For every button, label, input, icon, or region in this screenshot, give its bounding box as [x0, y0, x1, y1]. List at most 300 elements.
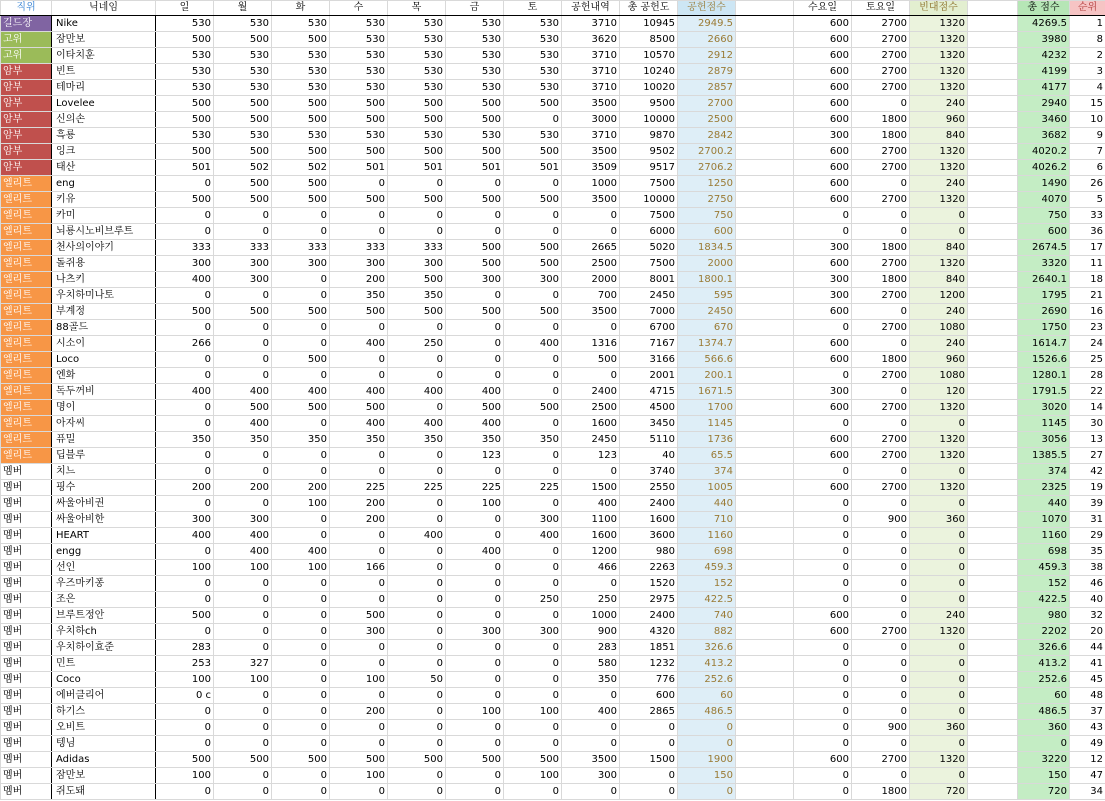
- value-cell[interactable]: 0: [388, 608, 446, 624]
- value-cell[interactable]: 0: [446, 656, 504, 672]
- value-cell[interactable]: 2700: [852, 16, 910, 32]
- value-cell[interactable]: 530: [214, 128, 272, 144]
- rank-cell[interactable]: 13: [1070, 432, 1105, 448]
- blank-cell[interactable]: [968, 480, 1018, 496]
- total-score-cell[interactable]: 1526.6: [1018, 352, 1070, 368]
- position-cell[interactable]: 멤버: [1, 768, 52, 784]
- rank-cell[interactable]: 47: [1070, 768, 1105, 784]
- rank-cell[interactable]: 38: [1070, 560, 1105, 576]
- value-cell[interactable]: 3166: [620, 352, 678, 368]
- value-cell[interactable]: 0: [330, 736, 388, 752]
- total-score-cell[interactable]: 1490: [1018, 176, 1070, 192]
- position-cell[interactable]: 엘리트: [1, 320, 52, 336]
- value-cell[interactable]: 0: [214, 720, 272, 736]
- value-cell[interactable]: 400: [272, 544, 330, 560]
- value-cell[interactable]: 0: [330, 688, 388, 704]
- blank-cell[interactable]: [736, 528, 794, 544]
- nickname-cell[interactable]: 돌쥐용: [52, 256, 156, 272]
- value-cell[interactable]: 530: [446, 48, 504, 64]
- blank-cell[interactable]: [968, 160, 1018, 176]
- bindae-score-cell[interactable]: 720: [910, 784, 968, 800]
- blank-cell[interactable]: [968, 624, 1018, 640]
- blank-cell[interactable]: [736, 336, 794, 352]
- value-cell[interactable]: 1600: [562, 528, 620, 544]
- nickname-cell[interactable]: Adidas: [52, 752, 156, 768]
- value-cell[interactable]: 0: [388, 688, 446, 704]
- value-cell[interactable]: 500: [446, 192, 504, 208]
- value-cell[interactable]: 40: [620, 448, 678, 464]
- nickname-cell[interactable]: 브루트정안: [52, 608, 156, 624]
- value-cell[interactable]: 0: [446, 352, 504, 368]
- value-cell[interactable]: 500: [388, 272, 446, 288]
- header-total-score[interactable]: 총 점수: [1018, 1, 1070, 16]
- value-cell[interactable]: 400: [504, 528, 562, 544]
- value-cell[interactable]: 0: [620, 736, 678, 752]
- value-cell[interactable]: 0: [446, 368, 504, 384]
- value-cell[interactable]: 0: [214, 336, 272, 352]
- contribution-score-cell[interactable]: 2500: [678, 112, 736, 128]
- blank-cell[interactable]: [968, 432, 1018, 448]
- value-cell[interactable]: 0: [794, 320, 852, 336]
- contribution-score-cell[interactable]: 1160: [678, 528, 736, 544]
- value-cell[interactable]: 600: [794, 336, 852, 352]
- value-cell[interactable]: 500: [504, 304, 562, 320]
- value-cell[interactable]: 283: [562, 640, 620, 656]
- rank-cell[interactable]: 5: [1070, 192, 1105, 208]
- value-cell[interactable]: 0: [504, 448, 562, 464]
- value-cell[interactable]: 0: [852, 176, 910, 192]
- rank-cell[interactable]: 1: [1070, 16, 1105, 32]
- value-cell[interactable]: 0: [562, 208, 620, 224]
- value-cell[interactable]: 530: [446, 32, 504, 48]
- value-cell[interactable]: 300: [330, 624, 388, 640]
- value-cell[interactable]: 0: [214, 496, 272, 512]
- total-score-cell[interactable]: 3056: [1018, 432, 1070, 448]
- value-cell[interactable]: 0: [446, 576, 504, 592]
- value-cell[interactable]: 0: [388, 624, 446, 640]
- value-cell[interactable]: 530: [504, 16, 562, 32]
- value-cell[interactable]: 350: [272, 432, 330, 448]
- header-wed[interactable]: 수: [330, 1, 388, 16]
- bindae-score-cell[interactable]: 0: [910, 768, 968, 784]
- position-cell[interactable]: 암부: [1, 144, 52, 160]
- value-cell[interactable]: 0: [214, 464, 272, 480]
- value-cell[interactable]: 0: [214, 704, 272, 720]
- value-cell[interactable]: 0: [852, 208, 910, 224]
- value-cell[interactable]: 0: [156, 704, 214, 720]
- value-cell[interactable]: 400: [388, 528, 446, 544]
- nickname-cell[interactable]: 테마리: [52, 80, 156, 96]
- blank-cell[interactable]: [736, 448, 794, 464]
- contribution-score-cell[interactable]: 150: [678, 768, 736, 784]
- value-cell[interactable]: 0: [446, 608, 504, 624]
- value-cell[interactable]: 0: [446, 224, 504, 240]
- position-cell[interactable]: 멤버: [1, 656, 52, 672]
- value-cell[interactable]: 0: [388, 592, 446, 608]
- value-cell[interactable]: 4320: [620, 624, 678, 640]
- value-cell[interactable]: 0: [562, 688, 620, 704]
- value-cell[interactable]: 200: [272, 480, 330, 496]
- rank-cell[interactable]: 33: [1070, 208, 1105, 224]
- blank-cell[interactable]: [968, 64, 1018, 80]
- blank-cell[interactable]: [968, 336, 1018, 352]
- value-cell[interactable]: 0: [156, 464, 214, 480]
- value-cell[interactable]: 100: [214, 560, 272, 576]
- value-cell[interactable]: 0: [446, 464, 504, 480]
- value-cell[interactable]: 502: [214, 160, 272, 176]
- total-score-cell[interactable]: 1160: [1018, 528, 1070, 544]
- value-cell[interactable]: 530: [214, 16, 272, 32]
- value-cell[interactable]: 0: [446, 208, 504, 224]
- position-cell[interactable]: 암부: [1, 96, 52, 112]
- contribution-score-cell[interactable]: 2949.5: [678, 16, 736, 32]
- contribution-score-cell[interactable]: 1900: [678, 752, 736, 768]
- value-cell[interactable]: 0: [504, 112, 562, 128]
- blank-cell[interactable]: [736, 96, 794, 112]
- blank-cell[interactable]: [968, 80, 1018, 96]
- value-cell[interactable]: 0: [852, 304, 910, 320]
- value-cell[interactable]: 300: [214, 272, 272, 288]
- value-cell[interactable]: 2700: [852, 64, 910, 80]
- bindae-score-cell[interactable]: 360: [910, 720, 968, 736]
- total-score-cell[interactable]: 252.6: [1018, 672, 1070, 688]
- value-cell[interactable]: 600: [794, 480, 852, 496]
- bindae-score-cell[interactable]: 0: [910, 224, 968, 240]
- value-cell[interactable]: 350: [446, 432, 504, 448]
- nickname-cell[interactable]: 하기스: [52, 704, 156, 720]
- value-cell[interactable]: 0: [214, 288, 272, 304]
- blank-cell[interactable]: [968, 768, 1018, 784]
- value-cell[interactable]: 10020: [620, 80, 678, 96]
- contribution-score-cell[interactable]: 459.3: [678, 560, 736, 576]
- value-cell[interactable]: 600: [620, 688, 678, 704]
- value-cell[interactable]: 350: [562, 672, 620, 688]
- blank-cell[interactable]: [736, 704, 794, 720]
- value-cell[interactable]: 1100: [562, 512, 620, 528]
- contribution-score-cell[interactable]: 486.5: [678, 704, 736, 720]
- value-cell[interactable]: 0: [794, 576, 852, 592]
- value-cell[interactable]: 300: [794, 272, 852, 288]
- nickname-cell[interactable]: 선인: [52, 560, 156, 576]
- blank-cell[interactable]: [736, 240, 794, 256]
- value-cell[interactable]: 600: [794, 624, 852, 640]
- total-score-cell[interactable]: 150: [1018, 768, 1070, 784]
- rank-cell[interactable]: 30: [1070, 416, 1105, 432]
- value-cell[interactable]: 100: [446, 496, 504, 512]
- value-cell[interactable]: 0: [504, 672, 562, 688]
- value-cell[interactable]: 200: [330, 496, 388, 512]
- blank-cell[interactable]: [736, 384, 794, 400]
- value-cell[interactable]: 530: [214, 64, 272, 80]
- contribution-score-cell[interactable]: 0: [678, 736, 736, 752]
- blank-cell[interactable]: [736, 400, 794, 416]
- rank-cell[interactable]: 34: [1070, 784, 1105, 800]
- value-cell[interactable]: 0: [272, 464, 330, 480]
- value-cell[interactable]: 0: [446, 592, 504, 608]
- value-cell[interactable]: 1800: [852, 128, 910, 144]
- value-cell[interactable]: 0: [446, 784, 504, 800]
- value-cell[interactable]: 0: [562, 736, 620, 752]
- value-cell[interactable]: 0: [504, 544, 562, 560]
- total-score-cell[interactable]: 720: [1018, 784, 1070, 800]
- value-cell[interactable]: 0: [852, 672, 910, 688]
- blank-cell[interactable]: [968, 256, 1018, 272]
- position-cell[interactable]: 멤버: [1, 640, 52, 656]
- value-cell[interactable]: 0: [446, 720, 504, 736]
- value-cell[interactable]: 600: [794, 304, 852, 320]
- value-cell[interactable]: 0: [214, 688, 272, 704]
- value-cell[interactable]: 266: [156, 336, 214, 352]
- position-cell[interactable]: 멤버: [1, 736, 52, 752]
- value-cell[interactable]: 0: [156, 592, 214, 608]
- value-cell[interactable]: 0: [852, 496, 910, 512]
- blank-cell[interactable]: [968, 464, 1018, 480]
- value-cell[interactable]: 100: [330, 672, 388, 688]
- value-cell[interactable]: 0: [852, 704, 910, 720]
- blank-cell[interactable]: [736, 80, 794, 96]
- rank-cell[interactable]: 44: [1070, 640, 1105, 656]
- value-cell[interactable]: 0: [852, 576, 910, 592]
- value-cell[interactable]: 2700: [852, 752, 910, 768]
- nickname-cell[interactable]: Nike: [52, 16, 156, 32]
- total-score-cell[interactable]: 2690: [1018, 304, 1070, 320]
- blank-cell[interactable]: [736, 624, 794, 640]
- value-cell[interactable]: 0: [156, 352, 214, 368]
- value-cell[interactable]: 10000: [620, 192, 678, 208]
- position-cell[interactable]: 멤버: [1, 752, 52, 768]
- rank-cell[interactable]: 46: [1070, 576, 1105, 592]
- value-cell[interactable]: 2001: [620, 368, 678, 384]
- position-cell[interactable]: 멤버: [1, 480, 52, 496]
- contribution-score-cell[interactable]: 1145: [678, 416, 736, 432]
- value-cell[interactable]: 0: [214, 784, 272, 800]
- bindae-score-cell[interactable]: 840: [910, 240, 968, 256]
- value-cell[interactable]: 500: [446, 256, 504, 272]
- bindae-score-cell[interactable]: 0: [910, 544, 968, 560]
- header-tue[interactable]: 화: [272, 1, 330, 16]
- value-cell[interactable]: 2263: [620, 560, 678, 576]
- rank-cell[interactable]: 7: [1070, 144, 1105, 160]
- contribution-score-cell[interactable]: 413.2: [678, 656, 736, 672]
- value-cell[interactable]: 500: [272, 192, 330, 208]
- nickname-cell[interactable]: Lovelee: [52, 96, 156, 112]
- bindae-score-cell[interactable]: 0: [910, 496, 968, 512]
- rank-cell[interactable]: 28: [1070, 368, 1105, 384]
- value-cell[interactable]: 0: [330, 224, 388, 240]
- rank-cell[interactable]: 26: [1070, 176, 1105, 192]
- position-cell[interactable]: 암부: [1, 64, 52, 80]
- value-cell[interactable]: 500: [214, 192, 272, 208]
- bindae-score-cell[interactable]: 1320: [910, 144, 968, 160]
- value-cell[interactable]: 100: [214, 672, 272, 688]
- rank-cell[interactable]: 49: [1070, 736, 1105, 752]
- value-cell[interactable]: 500: [156, 304, 214, 320]
- value-cell[interactable]: 0: [504, 576, 562, 592]
- rank-cell[interactable]: 12: [1070, 752, 1105, 768]
- value-cell[interactable]: 400: [504, 336, 562, 352]
- nickname-cell[interactable]: 우즈마키퐁: [52, 576, 156, 592]
- blank-cell[interactable]: [736, 272, 794, 288]
- blank-cell[interactable]: [736, 752, 794, 768]
- value-cell[interactable]: 166: [330, 560, 388, 576]
- value-cell[interactable]: 530: [156, 16, 214, 32]
- value-cell[interactable]: 10570: [620, 48, 678, 64]
- rank-cell[interactable]: 39: [1070, 496, 1105, 512]
- blank-cell[interactable]: [968, 176, 1018, 192]
- rank-cell[interactable]: 11: [1070, 256, 1105, 272]
- nickname-cell[interactable]: 에버클리어: [52, 688, 156, 704]
- blank-cell[interactable]: [968, 192, 1018, 208]
- blank-cell[interactable]: [968, 704, 1018, 720]
- value-cell[interactable]: 0: [620, 768, 678, 784]
- total-score-cell[interactable]: 3460: [1018, 112, 1070, 128]
- nickname-cell[interactable]: Loco: [52, 352, 156, 368]
- value-cell[interactable]: 3509: [562, 160, 620, 176]
- blank-cell[interactable]: [968, 512, 1018, 528]
- total-score-cell[interactable]: 1070: [1018, 512, 1070, 528]
- value-cell[interactable]: 530: [214, 48, 272, 64]
- value-cell[interactable]: 600: [794, 64, 852, 80]
- total-score-cell[interactable]: 0: [1018, 736, 1070, 752]
- bindae-score-cell[interactable]: 240: [910, 304, 968, 320]
- value-cell[interactable]: 0: [388, 176, 446, 192]
- bindae-score-cell[interactable]: 0: [910, 736, 968, 752]
- rank-cell[interactable]: 3: [1070, 64, 1105, 80]
- blank-cell[interactable]: [736, 656, 794, 672]
- value-cell[interactable]: 2700: [852, 480, 910, 496]
- value-cell[interactable]: 600: [794, 96, 852, 112]
- bindae-score-cell[interactable]: 0: [910, 576, 968, 592]
- rank-cell[interactable]: 40: [1070, 592, 1105, 608]
- total-score-cell[interactable]: 374: [1018, 464, 1070, 480]
- value-cell[interactable]: 400: [214, 416, 272, 432]
- value-cell[interactable]: 0: [330, 576, 388, 592]
- value-cell[interactable]: 400: [330, 384, 388, 400]
- value-cell[interactable]: 327: [214, 656, 272, 672]
- value-cell[interactable]: 600: [794, 144, 852, 160]
- value-cell[interactable]: 500: [562, 352, 620, 368]
- position-cell[interactable]: 엘리트: [1, 432, 52, 448]
- value-cell[interactable]: 0: [852, 528, 910, 544]
- value-cell[interactable]: 100: [504, 704, 562, 720]
- value-cell[interactable]: 500: [214, 752, 272, 768]
- contribution-score-cell[interactable]: 1671.5: [678, 384, 736, 400]
- value-cell[interactable]: 0: [852, 384, 910, 400]
- value-cell[interactable]: 3740: [620, 464, 678, 480]
- value-cell[interactable]: 500: [388, 96, 446, 112]
- value-cell[interactable]: 2700: [852, 48, 910, 64]
- value-cell[interactable]: 0: [852, 656, 910, 672]
- value-cell[interactable]: 100: [330, 768, 388, 784]
- total-score-cell[interactable]: 2325: [1018, 480, 1070, 496]
- value-cell[interactable]: 0: [272, 640, 330, 656]
- value-cell[interactable]: 530: [330, 48, 388, 64]
- blank-cell[interactable]: [968, 784, 1018, 800]
- value-cell[interactable]: 0: [156, 576, 214, 592]
- position-cell[interactable]: 멤버: [1, 576, 52, 592]
- total-score-cell[interactable]: 1795: [1018, 288, 1070, 304]
- total-score-cell[interactable]: 3320: [1018, 256, 1070, 272]
- value-cell[interactable]: 400: [330, 336, 388, 352]
- value-cell[interactable]: 0: [272, 768, 330, 784]
- header-rank[interactable]: 순위: [1070, 1, 1105, 16]
- nickname-cell[interactable]: 엔화: [52, 368, 156, 384]
- value-cell[interactable]: 5020: [620, 240, 678, 256]
- rank-cell[interactable]: 15: [1070, 96, 1105, 112]
- value-cell[interactable]: 530: [272, 64, 330, 80]
- value-cell[interactable]: 2450: [620, 288, 678, 304]
- blank-cell[interactable]: [968, 736, 1018, 752]
- value-cell[interactable]: 0: [504, 496, 562, 512]
- nickname-cell[interactable]: 명이: [52, 400, 156, 416]
- value-cell[interactable]: 500: [272, 304, 330, 320]
- value-cell[interactable]: 500: [446, 752, 504, 768]
- nickname-cell[interactable]: 뇌룡시노비브루트: [52, 224, 156, 240]
- position-cell[interactable]: 엘리트: [1, 192, 52, 208]
- contribution-score-cell[interactable]: 2700: [678, 96, 736, 112]
- value-cell[interactable]: 300: [388, 256, 446, 272]
- value-cell[interactable]: 200: [330, 512, 388, 528]
- value-cell[interactable]: 300: [214, 256, 272, 272]
- value-cell[interactable]: 0: [794, 560, 852, 576]
- value-cell[interactable]: 300: [562, 768, 620, 784]
- blank-cell[interactable]: [968, 112, 1018, 128]
- nickname-cell[interactable]: 민트: [52, 656, 156, 672]
- value-cell[interactable]: 0: [156, 496, 214, 512]
- value-cell[interactable]: 900: [852, 720, 910, 736]
- value-cell[interactable]: 0: [562, 320, 620, 336]
- value-cell[interactable]: 980: [620, 544, 678, 560]
- total-score-cell[interactable]: 1614.7: [1018, 336, 1070, 352]
- blank-cell[interactable]: [968, 448, 1018, 464]
- contribution-score-cell[interactable]: 422.5: [678, 592, 736, 608]
- rank-cell[interactable]: 42: [1070, 464, 1105, 480]
- value-cell[interactable]: 466: [562, 560, 620, 576]
- value-cell[interactable]: 0: [388, 224, 446, 240]
- value-cell[interactable]: 3710: [562, 16, 620, 32]
- blank-cell[interactable]: [968, 288, 1018, 304]
- bindae-score-cell[interactable]: 840: [910, 272, 968, 288]
- value-cell[interactable]: 900: [562, 624, 620, 640]
- total-score-cell[interactable]: 4232: [1018, 48, 1070, 64]
- value-cell[interactable]: 0: [214, 368, 272, 384]
- position-cell[interactable]: 암부: [1, 128, 52, 144]
- value-cell[interactable]: 500: [330, 144, 388, 160]
- total-score-cell[interactable]: 440: [1018, 496, 1070, 512]
- value-cell[interactable]: 100: [272, 496, 330, 512]
- value-cell[interactable]: 350: [504, 432, 562, 448]
- value-cell[interactable]: 0: [388, 576, 446, 592]
- value-cell[interactable]: 0: [156, 448, 214, 464]
- rank-cell[interactable]: 20: [1070, 624, 1105, 640]
- value-cell[interactable]: 0: [214, 224, 272, 240]
- value-cell[interactable]: 0: [794, 656, 852, 672]
- value-cell[interactable]: 100: [156, 672, 214, 688]
- value-cell[interactable]: 6000: [620, 224, 678, 240]
- nickname-cell[interactable]: Coco: [52, 672, 156, 688]
- bindae-score-cell[interactable]: 1080: [910, 320, 968, 336]
- value-cell[interactable]: 100: [272, 560, 330, 576]
- bindae-score-cell[interactable]: 1080: [910, 368, 968, 384]
- value-cell[interactable]: 0: [504, 688, 562, 704]
- value-cell[interactable]: 1600: [562, 416, 620, 432]
- value-cell[interactable]: 500: [272, 400, 330, 416]
- value-cell[interactable]: 501: [504, 160, 562, 176]
- blank-cell[interactable]: [736, 112, 794, 128]
- blank-cell[interactable]: [736, 416, 794, 432]
- total-score-cell[interactable]: 3020: [1018, 400, 1070, 416]
- rank-cell[interactable]: 8: [1070, 32, 1105, 48]
